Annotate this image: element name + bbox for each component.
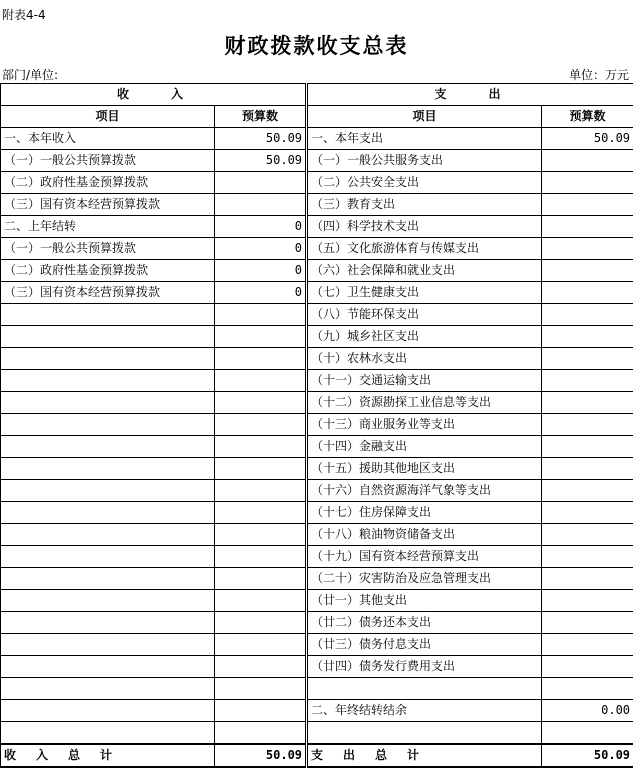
- expense-header: 支 出: [307, 84, 633, 106]
- table-row: [1, 502, 633, 524]
- table-row: [1, 480, 633, 502]
- income-item-cell: [1, 392, 215, 414]
- expense-value-cell: [542, 678, 633, 700]
- expense-value-cell: [542, 238, 633, 260]
- expense-item-cell: （廿二）债务还本支出: [307, 612, 542, 634]
- expense-item-cell: 二、年终结转结余: [307, 700, 542, 722]
- expense-item-cell: （十一）交通运输支出: [307, 370, 542, 392]
- expense-item-cell: （三）教育支出: [307, 194, 542, 216]
- income-item-cell: [1, 502, 215, 524]
- expense-item-cell: （廿三）债务付息支出: [307, 634, 542, 656]
- table-row: [1, 700, 633, 722]
- income-budget-column-header: 预算数: [215, 106, 307, 128]
- table-row: [1, 414, 633, 436]
- table-row: [1, 458, 633, 480]
- expense-value-cell: [542, 722, 633, 745]
- expense-item-cell: （六）社会保障和就业支出: [307, 260, 542, 282]
- expense-item-cell: （十二）资源勘探工业信息等支出: [307, 392, 542, 414]
- income-value-cell: [215, 546, 307, 568]
- table-row: [1, 150, 633, 172]
- income-value-cell: [215, 656, 307, 678]
- income-value-cell: [215, 414, 307, 436]
- income-item-column-header: 项目: [1, 106, 215, 128]
- income-value-cell: [215, 568, 307, 590]
- expense-value-cell: [542, 392, 633, 414]
- table-row: [1, 348, 633, 370]
- expense-value-cell: [542, 216, 633, 238]
- table-row: [1, 722, 633, 745]
- income-item-cell: [1, 348, 215, 370]
- expense-item-cell: （十五）援助其他地区支出: [307, 458, 542, 480]
- expense-budget-column-header: 预算数: [542, 106, 633, 128]
- income-value-cell: [215, 172, 307, 194]
- income-value-cell: [215, 348, 307, 370]
- income-value-cell: [215, 194, 307, 216]
- income-item-cell: [1, 700, 215, 722]
- income-value-cell: 0: [215, 216, 307, 238]
- table-row: [1, 678, 633, 700]
- table-row: [1, 172, 633, 194]
- expense-item-cell: 一、本年支出: [307, 128, 542, 150]
- income-item-cell: [1, 590, 215, 612]
- expense-item-cell: （十）农林水支出: [307, 348, 542, 370]
- unit-label: 单位：万元: [569, 66, 629, 83]
- income-value-cell: [215, 392, 307, 414]
- expense-item-cell: [307, 678, 542, 700]
- table-row: [1, 590, 633, 612]
- income-value-cell: [215, 458, 307, 480]
- income-value-cell: [215, 524, 307, 546]
- expense-total-value: 50.09: [542, 744, 633, 767]
- table-row: [1, 216, 633, 238]
- income-header: 收 入: [1, 84, 307, 106]
- expense-value-cell: [542, 304, 633, 326]
- table-row: [1, 260, 633, 282]
- expense-value-cell: [542, 326, 633, 348]
- expense-value-cell: [542, 502, 633, 524]
- expense-value-cell: [542, 370, 633, 392]
- expense-item-cell: （五）文化旅游体育与传媒支出: [307, 238, 542, 260]
- expense-item-cell: （十七）住房保障支出: [307, 502, 542, 524]
- expense-value-cell: [542, 524, 633, 546]
- income-item-cell: [1, 370, 215, 392]
- table-row: [1, 370, 633, 392]
- income-value-cell: [215, 436, 307, 458]
- expense-item-cell: （八）节能环保支出: [307, 304, 542, 326]
- expense-value-cell: [542, 480, 633, 502]
- table-row: [1, 194, 633, 216]
- table-body: [1, 128, 633, 745]
- table-row: [1, 128, 633, 150]
- expense-value-cell: [542, 436, 633, 458]
- department-label: 部门/单位:: [2, 66, 58, 83]
- income-value-cell: [215, 304, 307, 326]
- expense-total-label: 支出总计: [307, 744, 542, 767]
- table-row: [1, 238, 633, 260]
- income-value-cell: [215, 722, 307, 745]
- expense-value-cell: [542, 150, 633, 172]
- income-value-cell: [215, 370, 307, 392]
- income-item-cell: [1, 656, 215, 678]
- expense-item-cell: （十八）粮油物资储备支出: [307, 524, 542, 546]
- income-item-cell: [1, 722, 215, 745]
- expense-item-column-header: 项目: [307, 106, 542, 128]
- income-total-value: 50.09: [215, 744, 307, 767]
- income-item-cell: （三）国有资本经营预算拨款: [1, 282, 215, 304]
- income-item-cell: [1, 612, 215, 634]
- income-item-cell: [1, 304, 215, 326]
- income-item-cell: 一、本年收入: [1, 128, 215, 150]
- expense-item-cell: （十九）国有资本经营预算支出: [307, 546, 542, 568]
- income-value-cell: [215, 612, 307, 634]
- expense-value-cell: [542, 172, 633, 194]
- income-value-cell: [215, 502, 307, 524]
- expense-value-cell: [542, 348, 633, 370]
- income-value-cell: [215, 700, 307, 722]
- expense-value-cell: [542, 414, 633, 436]
- income-value-cell: [215, 634, 307, 656]
- expense-item-cell: （十三）商业服务业等支出: [307, 414, 542, 436]
- expense-item-cell: （一）一般公共服务支出: [307, 150, 542, 172]
- expense-item-cell: [307, 722, 542, 745]
- expense-value-cell: [542, 194, 633, 216]
- expense-item-cell: （十六）自然资源海洋气象等支出: [307, 480, 542, 502]
- income-value-cell: 0: [215, 260, 307, 282]
- expense-item-cell: （二）公共安全支出: [307, 172, 542, 194]
- income-value-cell: [215, 590, 307, 612]
- expense-item-cell: （七）卫生健康支出: [307, 282, 542, 304]
- income-value-cell: [215, 480, 307, 502]
- expense-item-cell: （二十）灾害防治及应急管理支出: [307, 568, 542, 590]
- page-title: 财政拨款收支总表: [0, 30, 633, 60]
- table-row: [1, 612, 633, 634]
- expense-item-cell: （四）科学技术支出: [307, 216, 542, 238]
- table-row: [1, 326, 633, 348]
- income-total-label: 收入总计: [1, 744, 215, 767]
- table-row: [1, 546, 633, 568]
- income-item-cell: [1, 414, 215, 436]
- expense-value-cell: [542, 634, 633, 656]
- income-value-cell: [215, 326, 307, 348]
- income-value-cell: 50.09: [215, 150, 307, 172]
- expense-value-cell: [542, 260, 633, 282]
- income-item-cell: [1, 524, 215, 546]
- income-item-cell: （三）国有资本经营预算拨款: [1, 194, 215, 216]
- income-item-cell: （一）一般公共预算拨款: [1, 238, 215, 260]
- income-value-cell: 0: [215, 238, 307, 260]
- expense-item-cell: （廿一）其他支出: [307, 590, 542, 612]
- expense-item-cell: （十四）金融支出: [307, 436, 542, 458]
- income-item-cell: [1, 326, 215, 348]
- expense-value-cell: [542, 282, 633, 304]
- expense-value-cell: [542, 568, 633, 590]
- income-item-cell: [1, 436, 215, 458]
- table-row: [1, 282, 633, 304]
- table-row: [1, 656, 633, 678]
- income-item-cell: （二）政府性基金预算拨款: [1, 172, 215, 194]
- attachment-tag: 附表4-4: [2, 6, 46, 23]
- income-item-cell: [1, 546, 215, 568]
- income-item-cell: [1, 634, 215, 656]
- expense-value-cell: [542, 612, 633, 634]
- total-row: [1, 744, 633, 767]
- income-item-cell: （一）一般公共预算拨款: [1, 150, 215, 172]
- budget-table: [0, 83, 633, 768]
- expense-item-cell: （廿四）债务发行费用支出: [307, 656, 542, 678]
- table-row: [1, 392, 633, 414]
- expense-value-cell: [542, 656, 633, 678]
- expense-value-cell: 50.09: [542, 128, 633, 150]
- expense-value-cell: 0.00: [542, 700, 633, 722]
- table-row: [1, 304, 633, 326]
- income-item-cell: 二、上年结转: [1, 216, 215, 238]
- table-row: [1, 568, 633, 590]
- expense-value-cell: [542, 546, 633, 568]
- income-value-cell: [215, 678, 307, 700]
- table-row: [1, 524, 633, 546]
- table-row: [1, 436, 633, 458]
- income-item-cell: [1, 678, 215, 700]
- income-value-cell: 0: [215, 282, 307, 304]
- income-value-cell: 50.09: [215, 128, 307, 150]
- income-item-cell: [1, 568, 215, 590]
- income-item-cell: [1, 480, 215, 502]
- expense-item-cell: （九）城乡社区支出: [307, 326, 542, 348]
- table-row: [1, 634, 633, 656]
- expense-value-cell: [542, 458, 633, 480]
- income-item-cell: （二）政府性基金预算拨款: [1, 260, 215, 282]
- income-item-cell: [1, 458, 215, 480]
- expense-value-cell: [542, 590, 633, 612]
